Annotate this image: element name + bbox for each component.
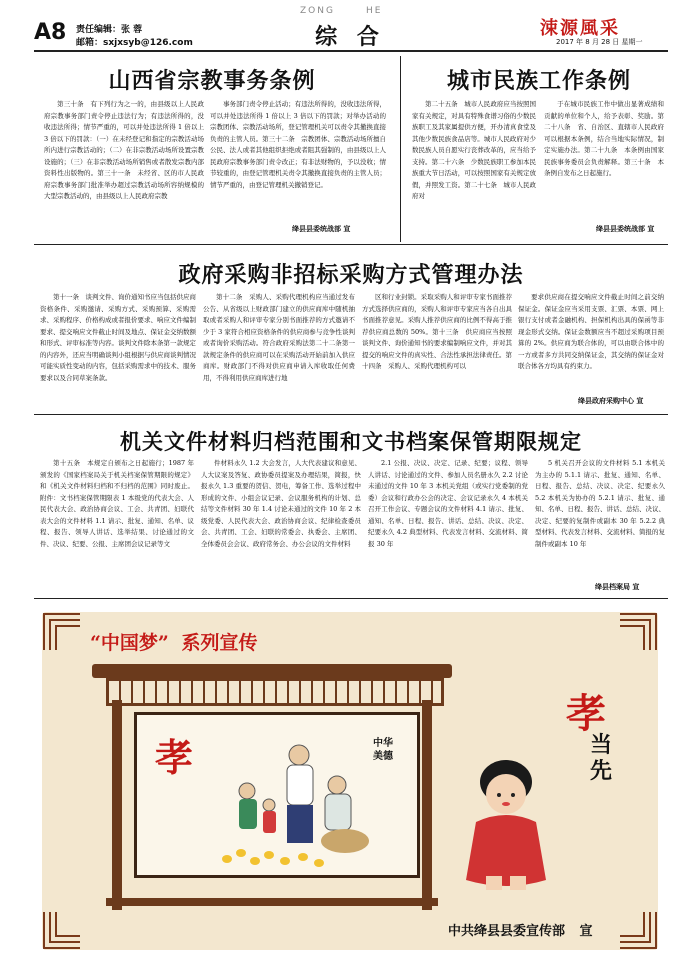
article-body-archives-col1: 第十五条 本规定自颁布之日起施行；1987 年颁发的《国家档案局关于机关档案保管期限的规定》和《机关文件材料归档和不归档的范围》同时废止。附件：文书档案保管期限表 1 本级党的代表大会、人民代表大会、政治协商会议、工会、共青团、妇联代表大会的文件材料 1.1 请示、批复、通知、名单、议程、报告、领导人讲话、选举结果、讨论通过的文件、决议、纪要、公报、主席团会议记录等文 <box>40 459 194 548</box>
article-title-ethnic: 城市民族工作条例 <box>446 68 631 94</box>
ad-heading-series: 系列宣传 <box>181 632 258 654</box>
propaganda-ad <box>42 612 658 950</box>
child-figure <box>446 752 566 902</box>
issue-date: 2017 年 8 月 28 日 星期一 <box>556 38 643 46</box>
billboard-post-right <box>422 700 432 910</box>
article-title-religion: 山西省宗教事务条例 <box>108 68 316 94</box>
corner-ornament-bottom-left <box>42 910 82 950</box>
billboard-screen <box>134 712 420 878</box>
brand-logo: 涑源風采 <box>540 18 620 39</box>
editor-line: 责任编辑：张 蓉 <box>76 25 143 35</box>
divider-vertical-top <box>400 56 401 242</box>
ad-heading <box>90 628 258 655</box>
billboard-lattice <box>106 678 444 706</box>
corner-ornament-top-right <box>618 612 658 652</box>
section-pinyin-left: ZONG <box>300 6 335 16</box>
article-body-ethnic-col1: 第二十五条 城市人民政府应当按照国家有关规定，对具有特殊食谱习俗的少数民族职工及其家属提供方便，开办清真食堂及其他少数民族食品店等。城市人民政府对少数民族人员自愿实行丧葬改革的，应当给予支持。第二十六条 少数民族职工参加本民族重大节日活动，可以按照国家有关规定放假，并照发工资。第二十七条 城市人民政府对 <box>412 100 536 200</box>
rule-3 <box>34 598 668 599</box>
rule-2 <box>34 414 668 415</box>
billboard-roof <box>92 664 452 678</box>
article-body-archives-col4: 5 机关召开会议的文件材料 5.1 本机关为主办的 5.1.1 请示、批复、通知、名单、日程、报告、总结、决议、决定、纪要永久 5.2 本机关为协办的 5.2.1 请示、批复、通知、名单、日程、报告、讲话、总结、决议、决定、纪要的复制件或副本 30 年 5.2.2 典型材料、代表发言材料、交流材料、简报的复制件或副本 10 年 <box>535 459 665 548</box>
billboard-post-left <box>112 700 122 910</box>
article-body-procurement-col3: 区和行业封锁。采取采购人和评审专家书面推荐方式选择供应商的，采购人和评审专家应当各自出具书面推荐意见。采购人推荐供应商的比例不得高于推荐供应商总数的 50%。第十三条 供应商应当按照谈判文件、询价通知书的要求编制响应文件，并对其提交的响应文件的真实性、合法性承担法律责任。第十四条 采购人、采购代理机构可以 <box>362 293 512 370</box>
corner-ornament-top-left <box>42 612 82 652</box>
article-title-procurement: 政府采购非招标采购方式管理办法 <box>178 262 524 288</box>
signature-archives: 绛县档案局 宣 <box>595 582 640 591</box>
article-title-archives: 机关文件材料归档范围和文书档案保管期限规定 <box>120 429 582 454</box>
article-body-procurement-col2: 第十二条 采购人、采购代理机构应当通过发布公告、从省级以上财政部门建立的供应商库中随机抽取或者采购人和评审专家分别书面推荐的方式邀请不少于 3 家符合相应资格条件的供应商参与竞争性谈判或者询价采购活动。符合政府采购法第二十二条第一款规定条件的供应商可以在采购活动开始前加入供应商库。财政部门不得对供应商申请入库收取任何费用，不得利用供应商库进行地 <box>203 293 355 382</box>
ad-footer-suffix: 宣 <box>579 924 593 939</box>
page-number: A8 <box>34 20 67 45</box>
section-title: 综 合 <box>315 24 385 50</box>
slogan-big-filial: 孝 <box>566 690 606 737</box>
signature-religion: 绛县县委统战部 宣 <box>292 224 351 233</box>
email-line: 邮箱：sxjxsyb@126.com <box>76 38 193 48</box>
article-body-archives-col2: 件材料永久 1.2 大会发言，人大代表建议和意见、人大议案及答复、政协委员提案及办理结果，简报，快报永久 1.3 重要的贺信、贺电，筹备工作、选举过程中形成的文件、小组会议记录、会议服务机构的计划、总结等文件材料 30 年 1.4 讨论未通过的文件 10 年 2 本级党委、人民代表大会、政治协商会议、纪律检查委员会、共青团、工会、妇联的常委会、执委会、主席团、全体委员会会议、政府常务会、办公会议的文件材料 <box>201 459 361 548</box>
signature-ethnic: 绛县县委统战部 宣 <box>596 224 655 233</box>
family-illustration <box>207 733 377 873</box>
signature-procurement: 绛县政府采购中心 宣 <box>578 396 644 405</box>
article-body-ethnic-col2: 于在城市民族工作中做出显著成绩和贡献的单位和个人，给予表彰、奖励。第二十八条 省、自治区、直辖市人民政府可以根据本条例，结合当地实际情况，制定实施办法。第二十九条 本条例由国家民族事务委员会负责解释。第三十条 本条例自发布之日起施行。 <box>544 100 664 177</box>
section-pinyin-right: HE <box>366 6 383 16</box>
billboard-base <box>106 898 438 906</box>
screen-filial-char: 孝 <box>155 735 194 780</box>
article-body-religion-col1: 第三十条 有下列行为之一的，由县级以上人民政府宗教事务部门责令停止违法行为；有违法所得的，没收违法所得；情节严重的，可以并处违法所得 1 倍以上 3 倍以下的罚款：（一）在未经登记和指定的宗教活动场所内进行宗教活动的；（二）在非宗教活动场所设置宗教设施的；（三）在非宗教活动场所销售或者散发宗教内部资料性出版物的。第三十一条 未经省、区的市人民政府宗教事务部门批准举办超过宗教活动场所容纳规模的大型宗教活动的，由县级以上人民政府宗教 <box>44 100 204 200</box>
article-body-religion-col2: 事务部门责令停止活动；有违法所得的，没收违法所得，可以并处违法所得 1 倍以上 3 倍以下的罚款；对举办活动的宗教团体、宗教活动场所，登记管理机关可以责令其撤换直接负责的主管人员。第三十二条 宗教团体、宗教活动场所擅自公民、法人或者其他组织拒绝或者阻其强制的，由县级以上人民政府宗教事务部门责令改正；有非法财物的，予以没收；情节较重的，由登记管理机关责令其撤换直接负责的主管人员；情节严重的，由登记管理机关撤销登记。 <box>210 100 386 189</box>
article-body-procurement-col4: 要求供应商在提交响应文件截止时间之前交纳保证金。保证金应当采用支票、汇票、本票、网上银行支付或者金融机构、担保机构出具的保函等非现金形式交纳。保证金数额应当不超过采购项目预算的 2%。供应商为联合体的，可以由联合体中的一方或者多方共同交纳保证金，其交纳的保证金对联合体各方均具有约束力。 <box>518 293 664 370</box>
screen-virtue-label: 中华美德 <box>373 738 393 762</box>
article-body-procurement-col1: 第十一条 谈判文件、询价通知书应当包括供应商资格条件、采购邀请、采购方式、采购预算、采购需求、采购程序、价格构成或者报价要求、响应文件编制要求、提交响应文件截止时间及地点、保证金交纳数额和形式、评审标准等内容。谈判文件除本条第一款规定的内容外，还应当明确谈判小组根据与供应商谈判情况可能实质性变动的内容，包括采购需求中的技术、服务要求以及合同草案条款。 <box>40 293 196 382</box>
header-rule <box>34 50 668 52</box>
rule-1 <box>34 244 668 245</box>
article-body-archives-col3: 2.1 公报、决议、决定、记录、纪要；议程、领导人讲话、讨论通过的文件、参加人员名册永久 2.2 讨论未通过的文件 10 年 3 本机关党组（或实行党委制的党委）会议和行政办公会的决定、会议记录永久 4 本机关召开工作会议、专题会议的文件材料 4.1 请示、批复、通知、名单、日程、报告、讲话、总结、决议、决定、纪要永久 4.2 典型材料、代表发言材料、交流材料、简报 30 年 <box>368 459 528 548</box>
ad-heading-china-dream: “中国梦” <box>90 632 169 654</box>
ad-footer-publisher <box>448 920 593 939</box>
corner-ornament-bottom-right <box>618 910 658 950</box>
ad-footer-dept: 中共绛县县委宣传部 <box>448 924 566 939</box>
slogan-comes-first: 当先 <box>590 732 613 784</box>
